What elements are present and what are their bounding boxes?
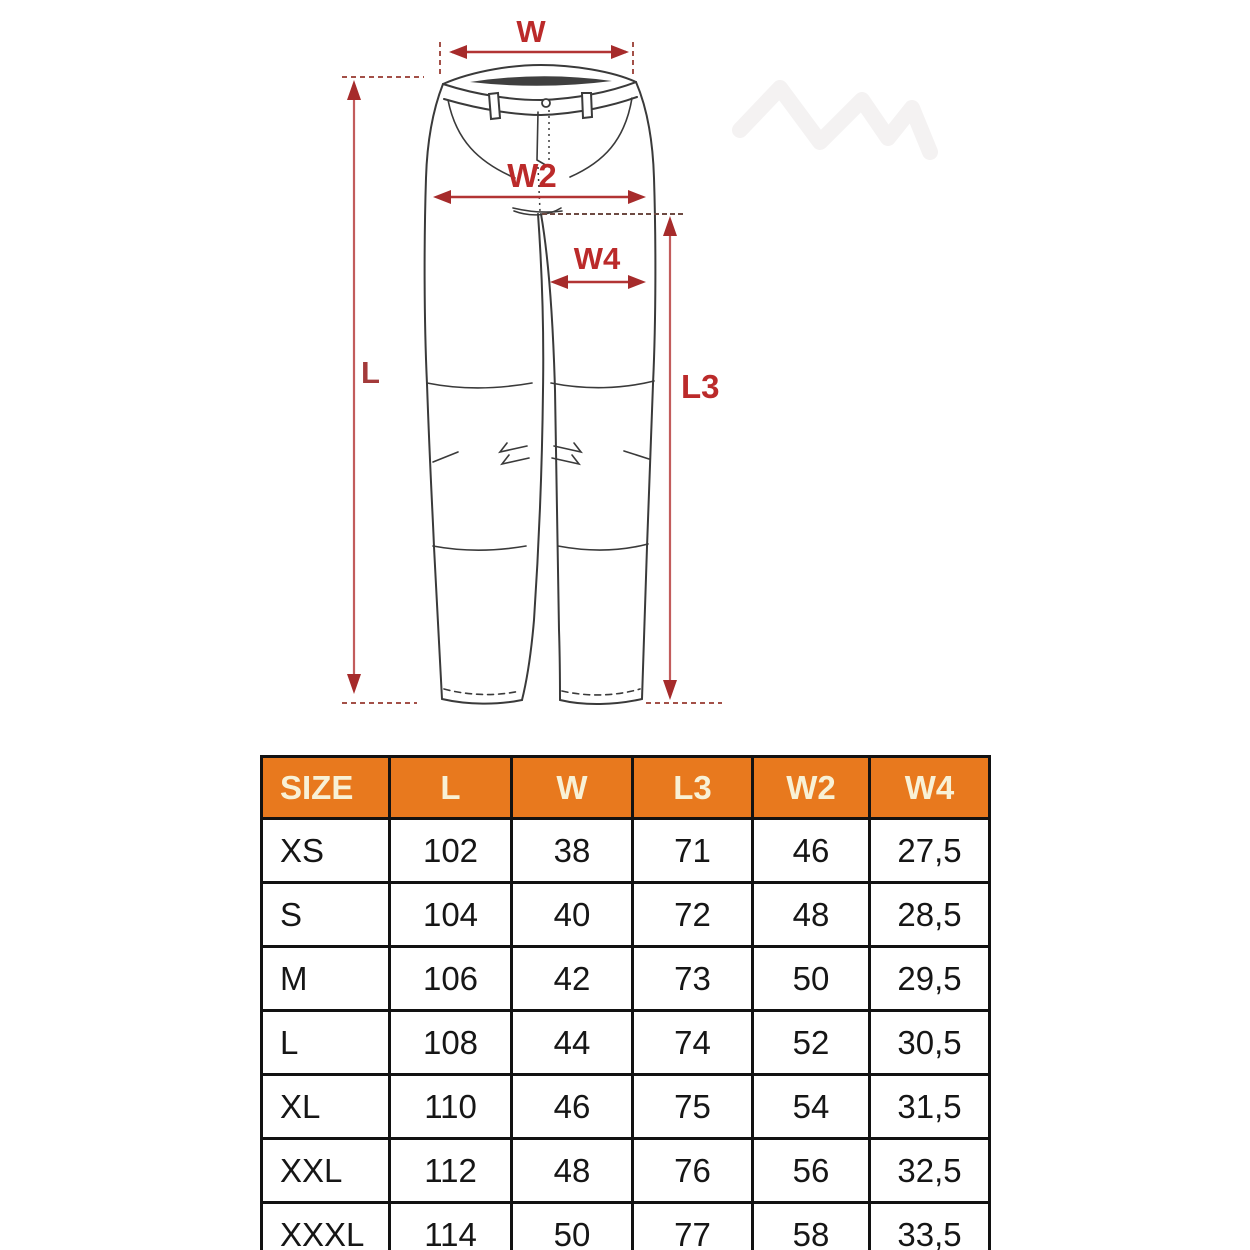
table-row-s [262,883,990,947]
size-cell: XS [262,819,390,883]
table-row-l [262,1011,990,1075]
header-l3: L3 [633,757,753,819]
size-table-header-row [262,757,990,819]
header-w: W [512,757,633,819]
value-cell: 71 [633,819,753,883]
value-cell: 44 [512,1011,633,1075]
waist-inner-shadow [470,76,612,86]
value-cell: 50 [753,947,870,1011]
value-cell: 30,5 [870,1011,990,1075]
size-cell: L [262,1011,390,1075]
value-cell: 75 [633,1075,753,1139]
value-cell: 72 [633,883,753,947]
value-cell: 110 [390,1075,512,1139]
table-row-m [262,947,990,1011]
value-cell: 46 [753,819,870,883]
table-row-xl [262,1075,990,1139]
waist-button [542,99,550,107]
value-cell: 50 [512,1203,633,1250]
label-w2: W2 [507,157,557,194]
value-cell: 104 [390,883,512,947]
value-cell: 77 [633,1203,753,1250]
table-row-xxl [262,1139,990,1203]
value-cell: 54 [753,1075,870,1139]
value-cell: 56 [753,1139,870,1203]
value-cell: 112 [390,1139,512,1203]
pocket-right [570,98,632,177]
value-cell: 102 [390,819,512,883]
header-size: SIZE [262,757,390,819]
value-cell: 73 [633,947,753,1011]
value-cell: 108 [390,1011,512,1075]
value-cell: 40 [512,883,633,947]
label-l: L [361,355,380,390]
size-cell: M [262,947,390,1011]
value-cell: 33,5 [870,1203,990,1250]
value-cell: 74 [633,1011,753,1075]
value-cell: 48 [753,883,870,947]
value-cell: 52 [753,1011,870,1075]
value-cell: 58 [753,1203,870,1250]
dimension-annotations [342,14,722,703]
belt-loop-right [582,93,592,118]
value-cell: 32,5 [870,1139,990,1203]
value-cell: 29,5 [870,947,990,1011]
header-l: L [390,757,512,819]
header-w4: W4 [870,757,990,819]
value-cell: 28,5 [870,883,990,947]
size-cell: S [262,883,390,947]
label-l3: L3 [681,368,720,405]
table-row-xs [262,819,990,883]
label-w: W [516,14,546,49]
value-cell: 38 [512,819,633,883]
value-cell: 76 [633,1139,753,1203]
value-cell: 48 [512,1139,633,1203]
belt-loop-left [489,93,500,119]
value-cell: 27,5 [870,819,990,883]
value-cell: 46 [512,1075,633,1139]
value-cell: 31,5 [870,1075,990,1139]
value-cell: 114 [390,1203,512,1250]
faint-watermark [740,88,930,152]
size-cell: XL [262,1075,390,1139]
table-row-xxxl [262,1203,990,1250]
label-w4: W4 [573,241,621,276]
size-cell: XXXL [262,1203,390,1250]
value-cell: 106 [390,947,512,1011]
size-table [260,755,991,1250]
header-w2: W2 [753,757,870,819]
size-cell: XXL [262,1139,390,1203]
value-cell: 42 [512,947,633,1011]
